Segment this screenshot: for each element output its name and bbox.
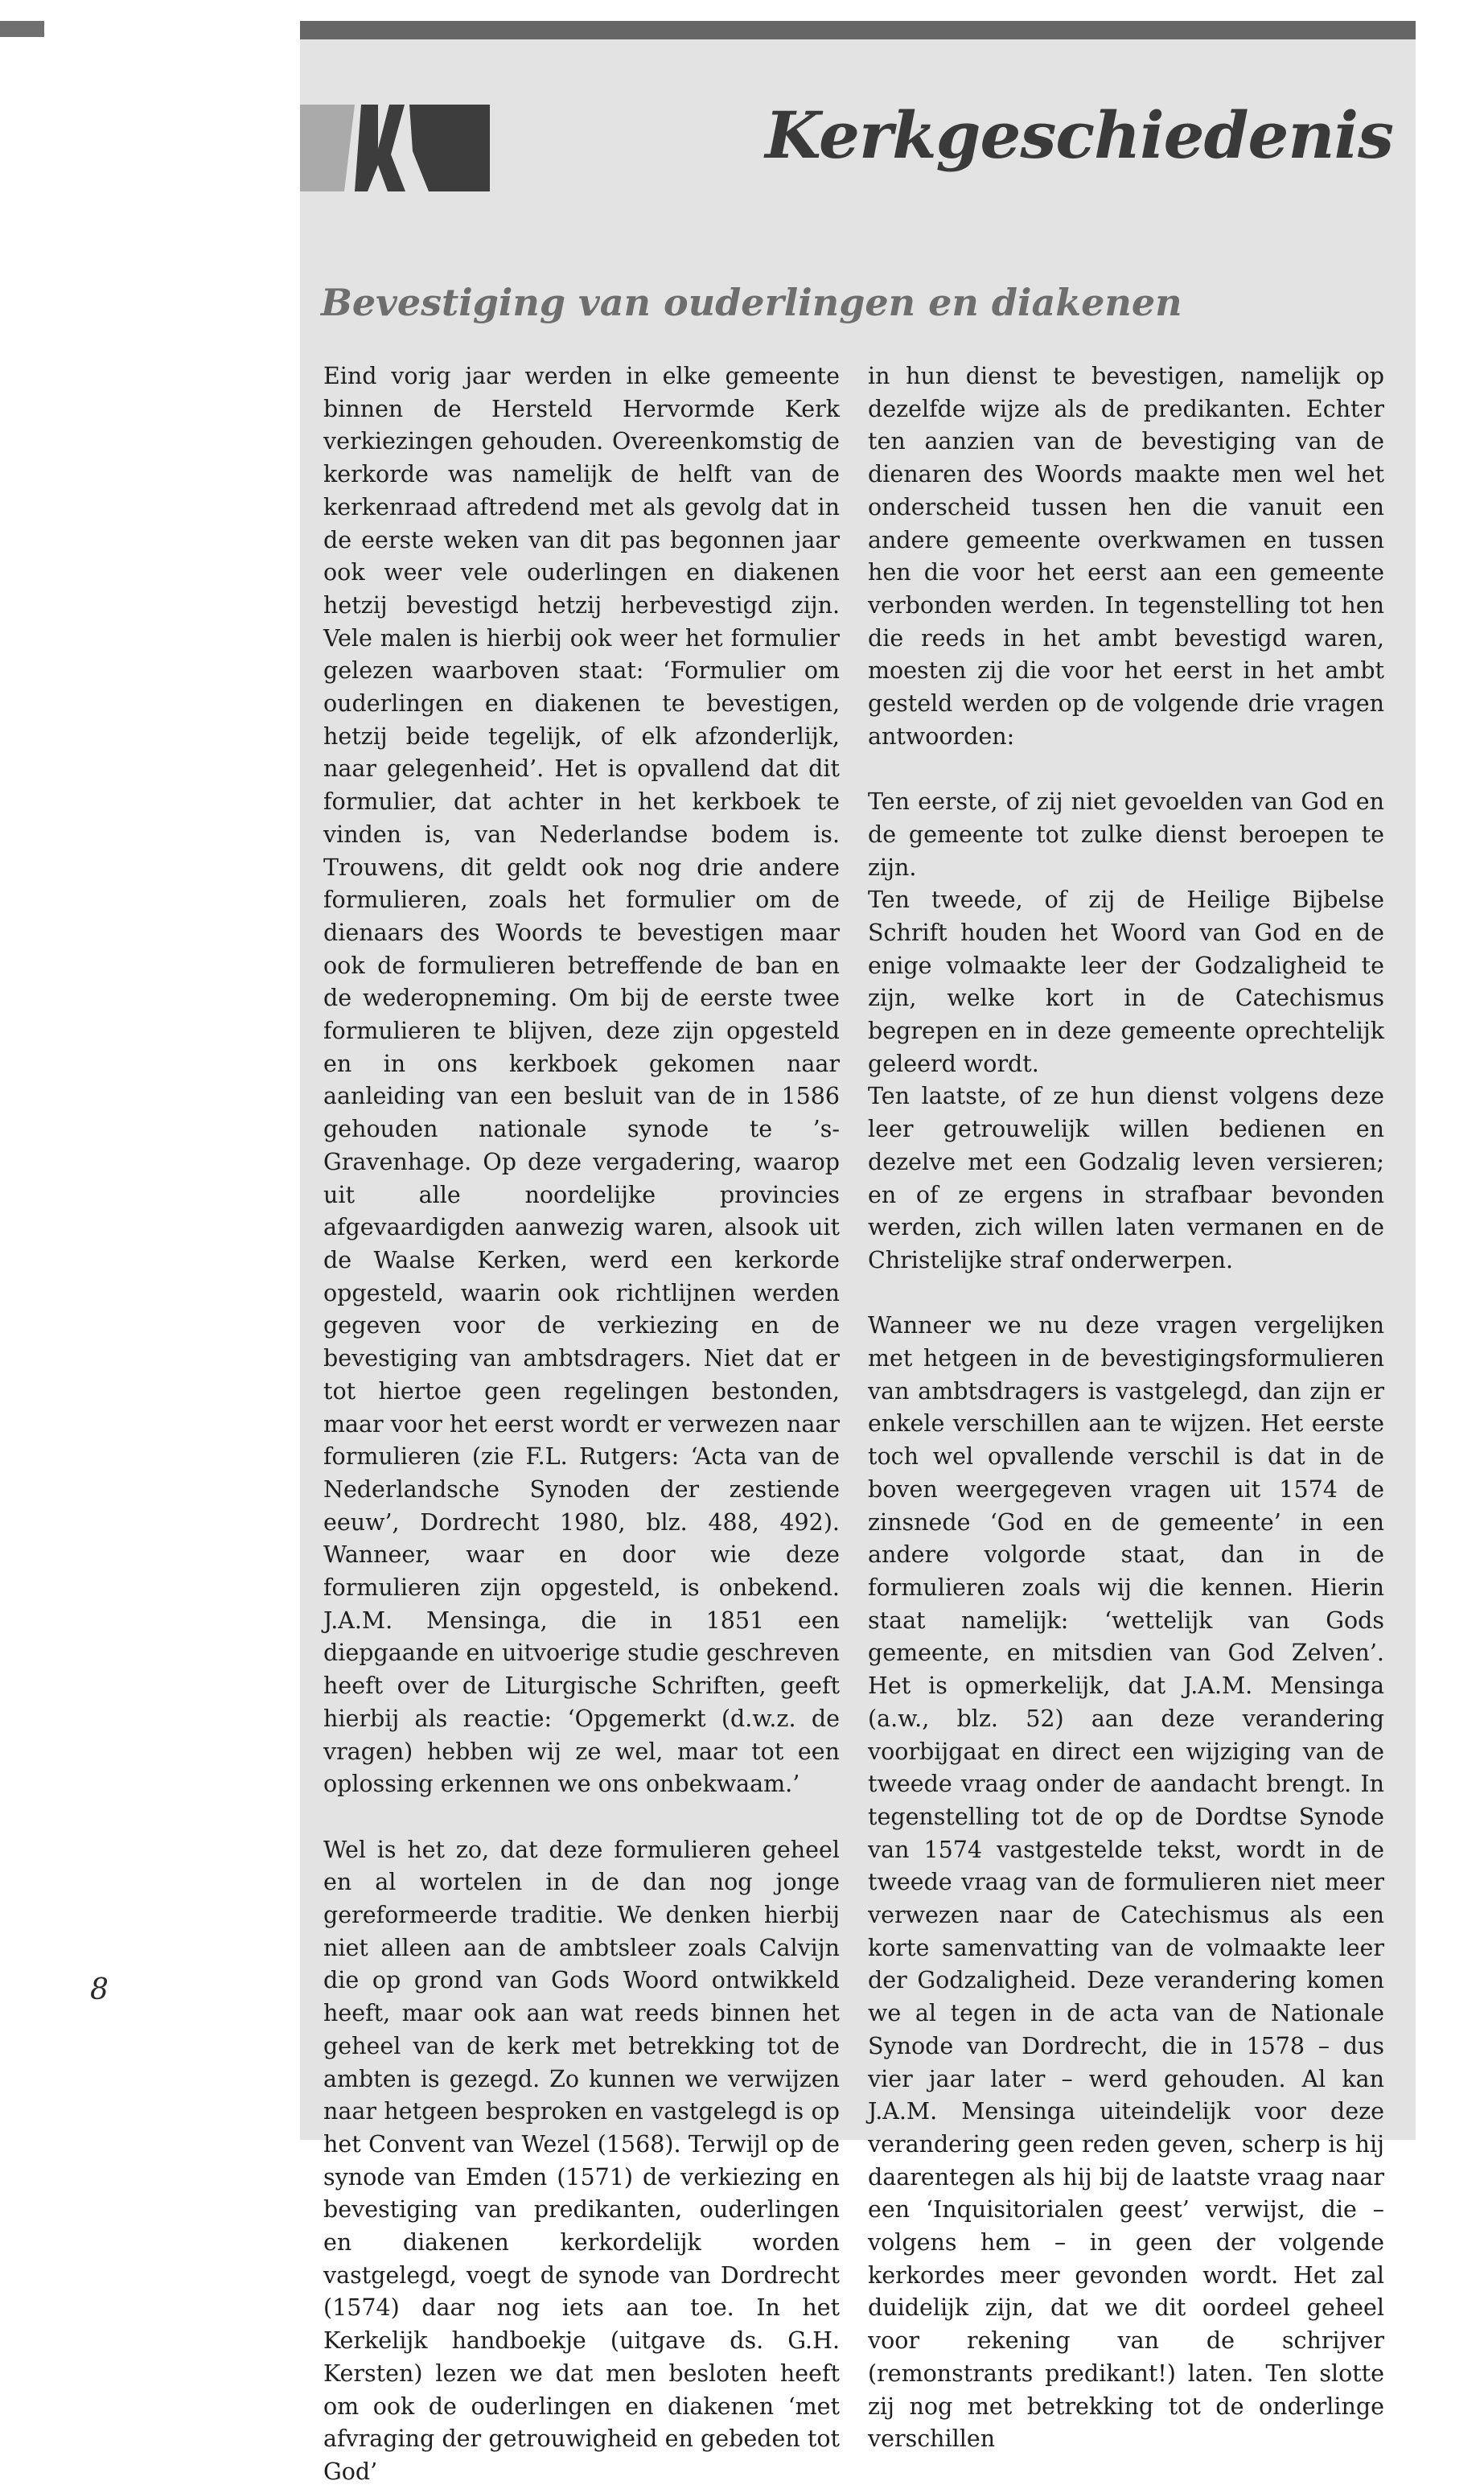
paragraph: Ten tweede, of zij de Heilige Bijbelse Schrift houden het Woord van God en de enige volmaakte leer der Godzaligheid te zijn, welke kort in de Catechismus begrepen en in deze gemeente oprechtelijk geleerd wordt.	[868, 887, 1384, 1077]
kerk-logo-icon	[300, 105, 490, 191]
section-title: Kerkgeschiedenis	[765, 97, 1393, 173]
corner-mark	[0, 21, 44, 37]
paragraph: in hun dienst te bevestigen, namelijk op dezelfde wijze als de predikanten. Echter ten aanzien van de bevestiging van de dienaren des Woords maakte men wel het onderscheid tussen hen die vanuit een andere gemeente overkwamen en tussen hen die voor het eerst aan een gemeente verbonden werden. In tegenstelling tot hen die reeds in het ambt bevestigd waren, moesten zij die voor het eerst in het ambt gesteld werden op de volgende drie vragen antwoorden:	[868, 363, 1384, 750]
top-bar	[300, 21, 1416, 39]
paragraph: Wanneer we nu deze vragen vergelijken met hetgeen in de bevestigingsformulieren van ambtsdragers is vastgelegd, dan zijn er enkele verschillen aan te wijzen. Het eerste toch wel opvallende verschil is dat in de boven weergegeven vragen uit 1574 de zinsnede ‘God en de gemeente’ in een andere volgorde staat, dan in de formulieren zoals wij die kennen. Hierin staat namelijk: ‘wettelijk van Gods gemeente, en mitsdien van God Zelven’. Het is opmerkelijk, dat J.A.M. Mensinga (a.w., blz. 52) aan deze verandering voorbijgaat en direct een wijziging van de tweede vraag onder de aandacht brengt. In tegenstelling tot de op de Dordtse Synode van 1574 vastgestelde tekst, wordt in de tweede vraag van de formulieren niet meer verwezen naar de Catechismus als een korte samenvatting van de volmaakte leer der Godzaligheid. Deze verandering komen we al tegen in de acta van de Nationale Synode van Dordrecht, die in 1578 – dus vier jaar later – werd gehouden. Al kan J.A.M. Mensinga uiteindelijk voor deze verandering geen reden geven, scherp is hij daarentegen als hij bij de laatste vraag naar een ‘Inquisitorialen geest’ verwijst, die – volgens hem – in geen der volgende kerkordes meer gevonden wordt. Het zal duidelijk zijn, dat we dit oordeel geheel voor rekening van de schrijver (remonstrants predikant!) laten. Ten slotte zij nog met betrekking tot de onderlinge verschillen	[868, 1312, 1384, 2453]
right-column	[868, 360, 1384, 2456]
paragraph: Eind vorig jaar werden in elke gemeente binnen de Hersteld Hervormde Kerk verkiezingen gehouden. Overeenkomstig de kerkorde was namelijk de helft van de kerkenraad aftredend met als gevolg dat in de eerste weken van dit pas begonnen jaar ook weer vele ouderlingen en diakenen hetzij bevestigd hetzij herbevestigd zijn. Vele malen is hierbij ook weer het formulier gelezen waarboven staat: ‘Formulier om ouderlingen en diakenen te bevestigen, hetzij beide tegelijk, of elk afzonderlijk, naar gelegenheid’. Het is opvallend dat dit formulier, dat achter in het kerkboek te vinden is, van Nederlandse bodem is. Trouwens, dit geldt ook nog drie andere formulieren, zoals het formulier om de dienaars des Woords te bevestigen maar ook de formulieren betreffende de ban en de wederopneming. Om bij de eerste twee formulieren te blijven, deze zijn opgesteld en in ons kerkboek gekomen naar aanleiding van een besluit van de in 1586 gehouden nationale synode te ’s-Gravenhage. Op deze vergadering, waarop uit alle noordelijke provincies afgevaardigden aanwezig waren, alsook uit de Waalse Kerken, werd een kerkorde opgesteld, waarin ook richtlijnen werden gegeven voor de verkiezing en de bevestiging van ambtsdragers. Niet dat er tot hiertoe geen regelingen bestonden, maar voor het eerst wordt er verwezen naar formulieren (zie F.L. Rutgers: ‘Acta van de Nederlandsche Synoden der zestiende eeuw’, Dordrecht 1980, blz. 488, 492). Wanneer, waar en door wie deze formulieren zijn opgesteld, is onbekend. J.A.M. Mensinga, die in 1851 een diepgaande en uitvoerige studie geschreven heeft over de Liturgische Schriften, geeft hierbij als reactie: ‘Opgemerkt (d.w.z. de vragen) hebben wij ze wel, maar tot een oplossing erkennen we ons onbekwaam.’	[323, 363, 840, 1798]
paragraph: Ten laatste, of ze hun dienst volgens deze leer getrouwelijk willen bedienen en dezelve met een Godzalig leven versieren; en of ze ergens in strafbaar bevonden werden, zich willen laten vermanen en de Christelijke straf onderwerpen.	[868, 1083, 1384, 1273]
article-title: Bevestiging van ouderlingen en diakenen	[321, 281, 1182, 324]
left-column	[323, 360, 840, 2489]
page-panel	[300, 21, 1416, 2485]
paragraph: Ten eerste, of zij niet gevoelden van God en de gemeente tot zulke dienst beroepen te zijn.	[868, 788, 1384, 881]
paragraph: Wel is het zo, dat deze formulieren geheel en al wortelen in de dan nog jonge gereformeerde traditie. We denken hierbij niet alleen aan de ambtsleer zoals Calvijn die op grond van Gods Woord ontwikkeld heeft, maar ook aan wat reeds binnen het geheel van de kerk met betrekking tot de ambten is gezegd. Zo kunnen we verwijzen naar hetgeen besproken en vastgelegd is op het Convent van Wezel (1568). Terwijl op de synode van Emden (1571) de verkiezing en bevestiging van predikanten, ouderlingen en diakenen kerkordelijk worden vastgelegd, voegt de synode van Dordrecht (1574) daar nog iets aan toe. In het Kerkelijk handboekje (uitgave ds. G.H. Kersten) lezen we dat men besloten heeft om ook de ouderlingen en diakenen ‘met afvraging der getrouwigheid en gebeden tot God’	[323, 1836, 840, 2485]
page-number: 8	[90, 1973, 109, 2006]
